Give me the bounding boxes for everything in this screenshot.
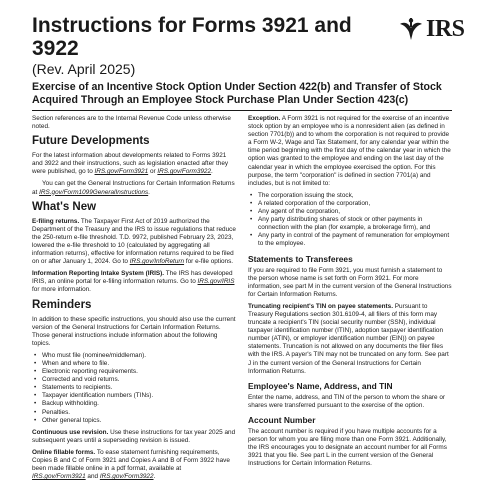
form3922-link[interactable]: IRS.gov/Form3922 <box>157 168 212 176</box>
whats-new-heading: What's New <box>32 200 97 213</box>
list-item: • A related corporation of the corporation, <box>258 200 452 208</box>
iris-paragraph <box>32 270 236 294</box>
continuous-use-paragraph <box>32 429 236 445</box>
iris-label: Information Reporting Intake System (IRIS). <box>32 270 165 278</box>
efiling-text: The Taxpayer First Act of 2019 authorized the Department of the Treasury and the IRS to issue regulations that reduce the 250-return e-file threshold. T.D. 9972, published February 23, 2023, lowered the e-file threshold to 10 (calculated by aggregating all information returns), effective for information returns required to be filed on or after January 1, 2024. Go to <box>32 217 236 266</box>
list-item: • The corporation issuing the stock, <box>258 192 452 200</box>
fillable-label: Online fillable forms. <box>32 448 96 456</box>
iris-end: for more information. <box>32 286 91 294</box>
fillable-end: . <box>153 473 156 480</box>
page-subtitle: Exercise of an Incentive Stock Option Under Section 422(b) and Transfer of Stock Acquired Through an Employee Stock Purchase Plan Under Section 423(c) <box>32 81 442 106</box>
fillable-and: and <box>85 473 100 480</box>
general-text: You can get the General Instructions for Certain Information Returns at <box>32 180 235 196</box>
transferees-text: If you are required to file Form 3921, you must furnish a statement to the person whose name is set forth on Form 3921. For more information, see part M in the current version of the General Instructions for Certain Information Returns. <box>248 266 452 298</box>
employee-heading: Employee's Name, Address, and TIN <box>248 380 393 391</box>
iris-link[interactable]: IRS.gov/IRIS <box>197 278 235 286</box>
efiling-paragraph <box>32 218 236 267</box>
fillable-form3921-link[interactable]: IRS.gov/Form3921 <box>32 473 86 480</box>
revision-date: (Rev. April 2025) <box>32 61 136 77</box>
irs-logo <box>398 16 465 43</box>
exception-label: Exception. <box>248 115 281 122</box>
list-item: • Other general topics. <box>42 417 236 425</box>
list-item: • Any agent of the corporation, <box>258 208 452 216</box>
list-item: • Any party distributing shares of stock or other payments in connection with the plan (for example, a brokerage firm), and <box>258 216 452 232</box>
truncating-text: Pursuant to Treasury Regulations section 301.6109-4, all filers of this form may truncate a recipient's TIN (social security number (SSN), individual taxpayer identification number (ITIN), adoption taxpayer identification number (ATIN), or employer identification number (EIN)) on payee statements. Truncation is not allowed on any documents the filer files with the IRS. A payer's TIN may not be truncated on any form. See part J in the current version of the General Instructions for Certain Information Returns. <box>248 302 449 375</box>
page-title: Instructions for Forms 3921 and 3922 <box>32 14 352 60</box>
exception-paragraph <box>248 115 452 188</box>
exception-text: A Form 3921 is not required for the exercise of an incentive stock option by an employee who is a nonresident alien (as defined in section 7701(b)) and to whom the corporation is not required to provide a Form W-2, Wage and Tax Statement, for any calendar year within the time period beginning with the first day of the calendar year in which the option was granted to the employee and ending on the last day of the calendar year in which the employee exercised the option. For this purpose, the term "corporation" is defined in section 7701(a) and includes, but is not limited to: <box>248 115 451 187</box>
future-text-c: . <box>211 168 213 176</box>
fillable-forms-paragraph <box>32 449 236 480</box>
iris-text: The IRS has developed IRIS, an online portal for e-filing information returns. Go to <box>32 270 233 286</box>
general-end: . <box>148 188 150 196</box>
list-item: • Who must file (nominee/middleman). <box>42 352 236 360</box>
account-number-heading: Account Number <box>248 414 316 425</box>
corporation-list <box>248 192 452 249</box>
list-item: • Any party in control of the payment of remuneration for employment to the employee. <box>258 232 452 248</box>
irs-eagle-logo-icon <box>398 18 424 42</box>
form3921-link[interactable]: IRS.gov/Form3921 <box>94 168 149 176</box>
list-item: • Taxpayer identification numbers (TINs). <box>42 392 236 400</box>
list-item: • Penalties. <box>42 409 236 417</box>
general-instructions-link[interactable]: IRS.gov/Form1099GeneralInstructions <box>39 188 149 196</box>
list-item: • Electronic reporting requirements. <box>42 368 236 376</box>
fillable-form3922-link[interactable]: IRS.gov/Form3922 <box>99 473 154 480</box>
future-developments-text <box>32 152 236 176</box>
list-item: • When and where to file. <box>42 360 236 368</box>
list-item: • Statements to recipients. <box>42 384 236 392</box>
list-item: • Backup withholding. <box>42 400 236 408</box>
topics-list <box>32 352 236 425</box>
irs-logo-text: IRS <box>426 16 465 42</box>
efiling-label: E-filing returns. <box>32 217 80 225</box>
header-rule <box>32 110 452 111</box>
account-number-text: The account number is required if you have multiple accounts for a person for whom you are filing more than one Form 3921. Additionally, the IRS encourages you to designate an account number for all Forms 3921 that you file. See part L in the current version of the General Instructions for Certain Information Returns. <box>248 427 447 468</box>
inforeturn-link[interactable]: IRS.gov/InfoReturn <box>129 258 185 266</box>
future-text-a: For the latest information about developments related to Forms 3921 and 3922 and their instructions, such as legislation enacted after they were published, go to <box>32 152 229 176</box>
right-column <box>248 115 452 472</box>
transferees-heading: Statements to Transferees <box>248 253 353 264</box>
efiling-end: for e-file options. <box>184 258 234 266</box>
future-developments-heading: Future Developments <box>32 135 150 148</box>
continuous-text: Use these instructions for tax year 2025 and subsequent years until a superseding revision is issued. <box>32 428 236 444</box>
fillable-text: To ease statement furnishing requirements, Copies B and C of Form 3921 and Copies A and B of Form 3922 have been made fillable online in a pdf format, available at <box>32 448 230 473</box>
reminders-text: In addition to these specific instructions, you should also use the current version of the General Instructions for Certain Information Returns. Those general instructions include information about the following topics. <box>32 315 236 347</box>
truncating-label: Truncating recipient's TIN on payee statements. <box>248 302 393 310</box>
general-instructions-text <box>32 180 236 196</box>
truncating-paragraph <box>248 303 452 376</box>
future-text-b: or <box>148 168 158 176</box>
reminders-heading: Reminders <box>32 298 92 311</box>
intro-text: Section references are to the Internal Revenue Code unless otherwise noted. <box>32 115 231 131</box>
employee-text: Enter the name, address, and TIN of the person to whom the share or shares were transferred pursuant to the exercise of the option. <box>248 393 446 409</box>
list-item: • Corrected and void returns. <box>42 376 236 384</box>
continuous-label: Continuous use revision. <box>32 428 109 436</box>
left-column <box>32 115 236 480</box>
